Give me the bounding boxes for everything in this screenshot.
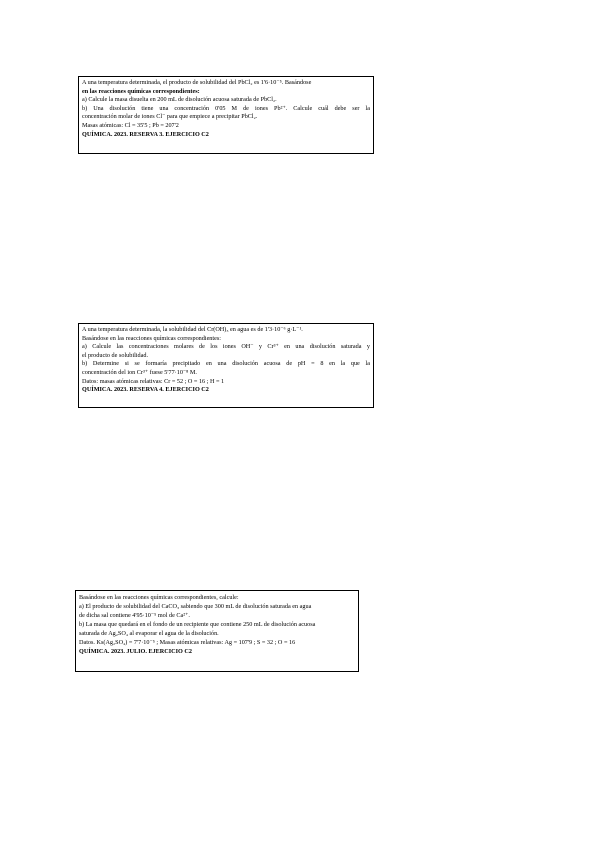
exercise-3-line-1: Basándose en las reacciones químicas correspondientes, calcule: (79, 594, 239, 601)
exercise-1-line-6: Masas atómicas: Cl = 35'5 ; Pb = 207'2 (82, 121, 179, 129)
exercise-1-reference: QUÍMICA. 2023. RESERVA 3. EJERCICIO C2 (82, 130, 209, 138)
exercise-2-reference: QUÍMICA. 2023. RESERVA 4. EJERCICIO C2 (82, 386, 209, 394)
exercise-3-line-6: Datos. Ks(Ag₂SO₄) = 7'7·10⁻⁵ ; Masas atómicas relativas: Ag = 107'9 ; S = 32 ; O = 16 (79, 639, 296, 646)
exercise-3-line-4: b) La masa que quedará en el fondo de un recipiente que contiene 250 mL de disolución acuosa (79, 621, 316, 628)
exercise-2-line-6: concentración del ion Cr³⁺ fuese 5'77·10⁻⁸ M. (82, 368, 197, 376)
exercise-1-line-1: A una temperatura determinada, el producto de solubilidad del PbCl₂ es 1'6·10⁻⁵. Basándose (82, 79, 312, 86)
exercise-3-line-5: saturada de Ag₂SO₄ al evaporar el agua de la disolución. (79, 630, 219, 637)
exercise-box-2 (78, 323, 374, 408)
exercise-2-line-3: a) Calcule las concentraciones molares de los iones OH⁻ y Cr³⁺ en una disolución saturada y (82, 343, 370, 351)
exercise-1-line-5: concentración molar de iones Cl⁻ para que empiece a precipitar PbCl₂. (82, 113, 258, 121)
exercise-2-line-7: Datos: masas atómicas relativas: Cr = 52 ; O = 16 ; H = 1 (82, 377, 225, 385)
exercise-3-line-3: de dicha sal contiene 4'95·10⁻⁵ mol de Ca²⁺. (79, 612, 190, 619)
exercise-2-line-2: Basándose en las reacciones químicas correspondientes: (82, 334, 221, 342)
exercise-1-line-4: b) Una disolución tiene una concentración 0'05 M de iones Pb²⁺. Calcule cuál debe ser la (82, 104, 370, 112)
exercise-3-line-2: a) El producto de solubilidad del CaCO₃ sabiendo que 300 mL de disolución saturada en agua (79, 603, 312, 610)
exercise-2-line-5: b) Determine si se formaría precipitado en una disolución acuosa de pH = 8 en la que la (82, 360, 370, 368)
exercise-1-line-2: en las reacciones químicas correspondientes: (82, 87, 200, 95)
exercise-box-3 (75, 590, 359, 672)
exercise-2-line-1: A una temperatura determinada, la solubilidad del Cr(OH)₃ en agua es de 1'3·10⁻⁶ g·L⁻¹. (82, 326, 303, 333)
exercise-2-line-4: el producto de solubilidad. (82, 351, 148, 359)
exercise-box-1 (78, 76, 374, 154)
exercise-3-reference: QUÍMICA. 2023. JULIO. EJERCICIO C2 (79, 648, 192, 655)
exercise-1-line-3: a) Calcule la masa disuelta en 200 mL de disolución acuosa saturada de PbCl₂. (82, 96, 277, 104)
